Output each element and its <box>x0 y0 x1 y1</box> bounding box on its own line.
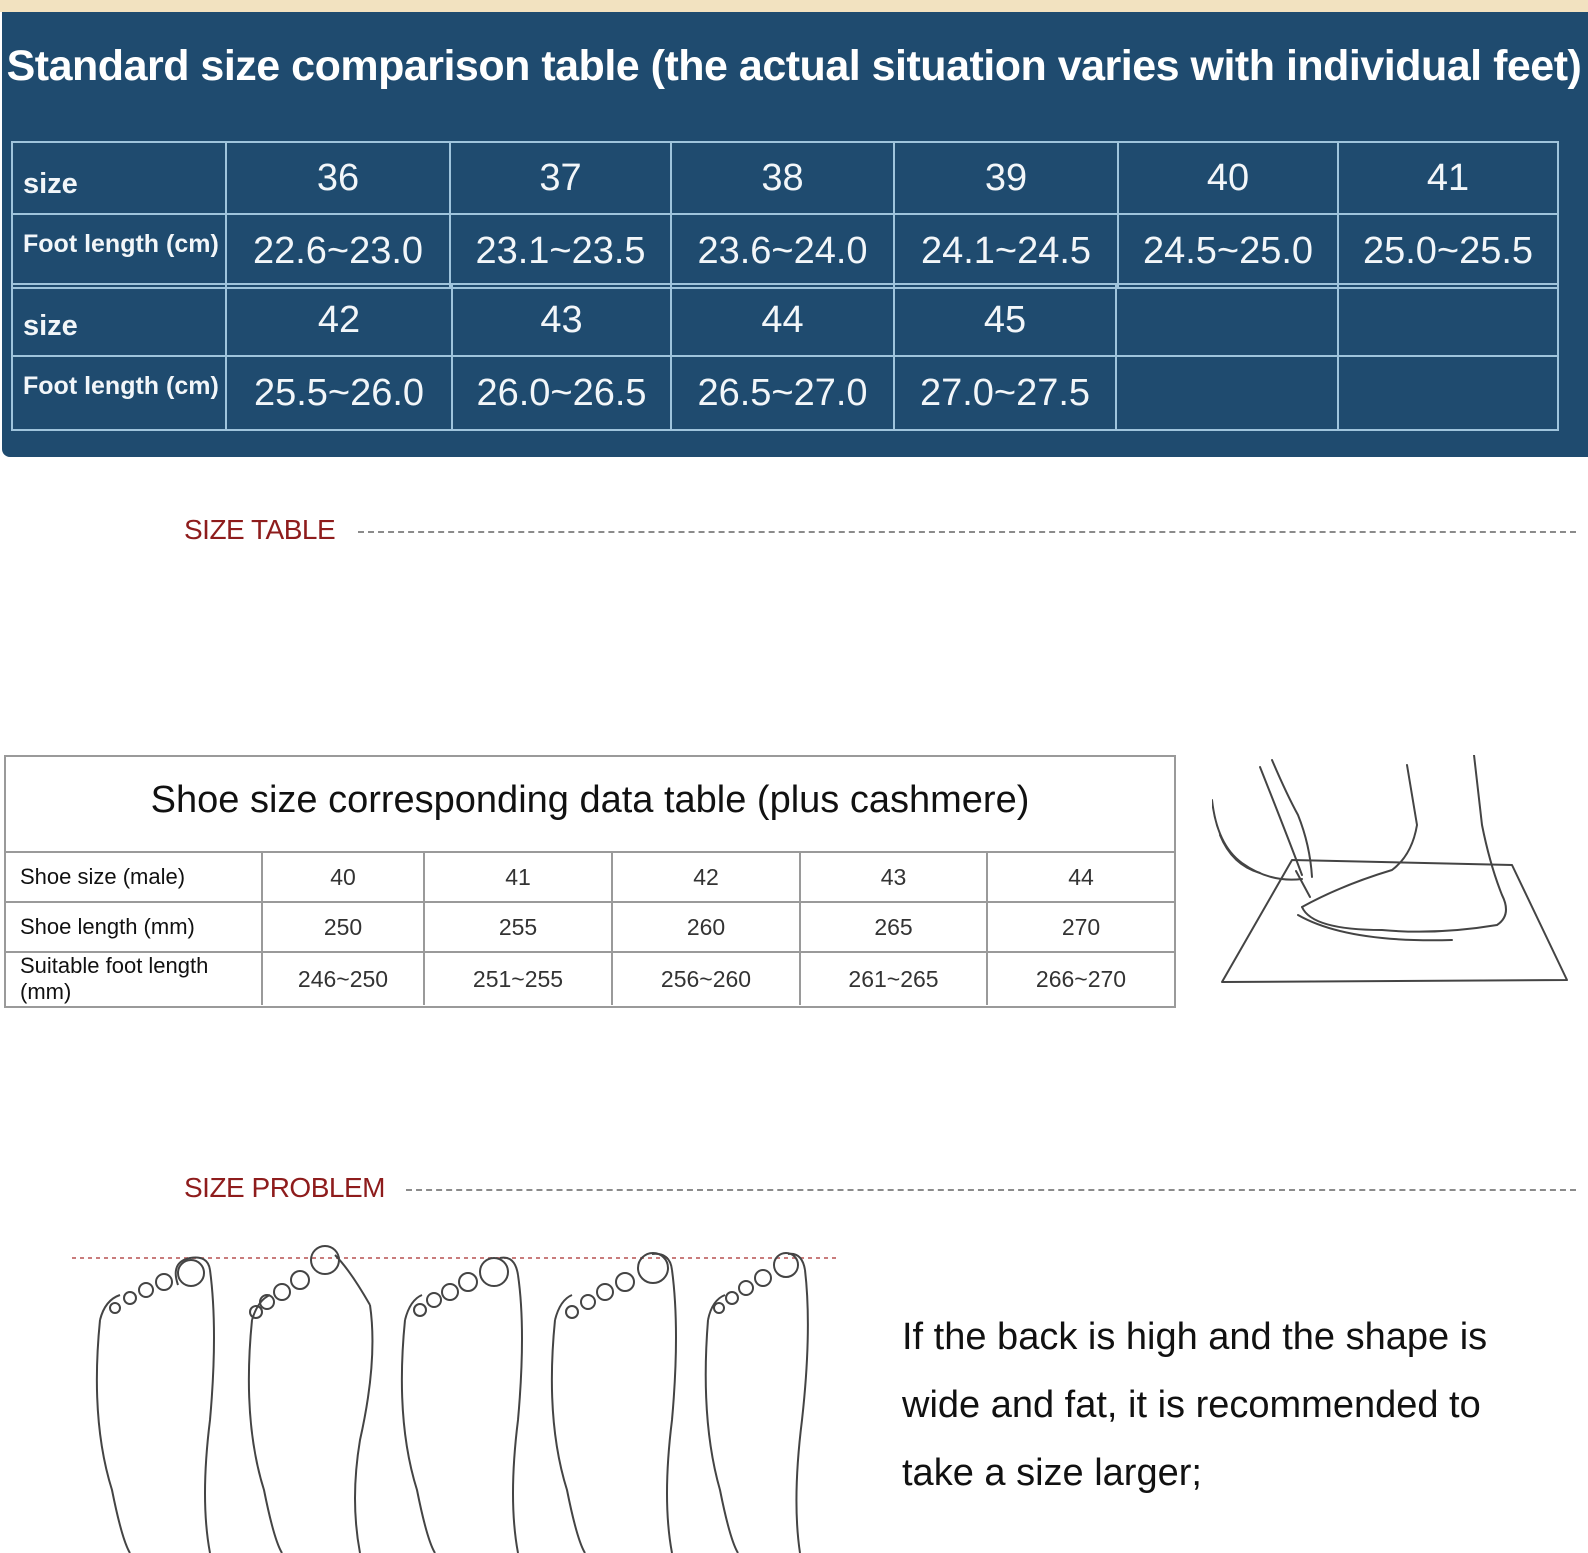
advice-line: If the back is high and the shape is <box>902 1316 1488 1358</box>
foot-length-cell: 24.5~25.0 <box>1118 214 1338 288</box>
size-row-label: size <box>12 142 226 214</box>
foot-length-cell <box>1116 356 1338 430</box>
shoe-data-table <box>4 755 1176 1008</box>
table-cell: 43 <box>800 852 987 902</box>
table-row <box>6 952 1174 1005</box>
section-label-size-problem: SIZE PROBLEM <box>184 1172 385 1203</box>
top-strip <box>0 0 1588 12</box>
foot-shape-icon <box>552 1253 676 1553</box>
size-cell: 37 <box>450 142 671 214</box>
foot-shape-icon <box>402 1258 522 1553</box>
size-comparison-title: Standard size comparison table (the actual situation varies with individual feet) <box>6 42 1582 90</box>
size-cell: 42 <box>226 284 452 356</box>
table-row <box>6 902 1174 952</box>
table-cell: 266~270 <box>987 952 1174 1005</box>
shoe-data-title: Shoe size corresponding data table (plus cashmere) <box>150 779 1030 821</box>
advice-line: wide and fat, it is recommended to <box>902 1384 1481 1426</box>
table-cell: 256~260 <box>612 952 800 1005</box>
table-cell: 246~250 <box>262 952 424 1005</box>
foot-length-cell: 27.0~27.5 <box>894 356 1116 430</box>
size-cell: 38 <box>671 142 894 214</box>
size-cell: 43 <box>452 284 671 356</box>
section-divider <box>406 1189 1576 1191</box>
size-cell <box>1338 284 1558 356</box>
table-cell: 255 <box>424 902 612 952</box>
size-cell: 40 <box>1118 142 1338 214</box>
foot-length-cell <box>1338 356 1558 430</box>
foot-length-cell: 25.5~26.0 <box>226 356 452 430</box>
row-label: Shoe length (mm) <box>6 902 262 952</box>
table-cell: 41 <box>424 852 612 902</box>
size-table-row2 <box>11 283 1559 431</box>
foot-measuring-illustration <box>1212 755 1582 1000</box>
shoe-data-grid <box>6 851 1174 1005</box>
size-row-label: size <box>12 284 226 356</box>
table-cell: 42 <box>612 852 800 902</box>
foot-length-cell: 26.5~27.0 <box>671 356 894 430</box>
size-cell: 45 <box>894 284 1116 356</box>
section-divider <box>358 531 1576 533</box>
table-cell: 261~265 <box>800 952 987 1005</box>
foot-length-cell: 22.6~23.0 <box>226 214 450 288</box>
foot-length-cell: 24.1~24.5 <box>894 214 1118 288</box>
advice-line: take a size larger; <box>902 1452 1202 1494</box>
foot-shape-icon <box>97 1258 214 1553</box>
foot-length-cell: 25.0~25.5 <box>1338 214 1558 288</box>
size-cell <box>1116 284 1338 356</box>
table-cell: 251~255 <box>424 952 612 1005</box>
foot-length-cell: 23.6~24.0 <box>671 214 894 288</box>
table-cell: 250 <box>262 902 424 952</box>
size-table-row1 <box>11 141 1559 289</box>
foot-length-row-label: Foot length (cm) <box>12 356 226 430</box>
foot-length-cell: 23.1~23.5 <box>450 214 671 288</box>
size-cell: 36 <box>226 142 450 214</box>
table-cell: 40 <box>262 852 424 902</box>
row-label: Shoe size (male) <box>6 852 262 902</box>
size-advice <box>902 1303 1552 1507</box>
table-cell: 265 <box>800 902 987 952</box>
size-cell: 39 <box>894 142 1118 214</box>
foot-length-row-label: Foot length (cm) <box>12 214 226 288</box>
table-cell: 44 <box>987 852 1174 902</box>
size-cell: 44 <box>671 284 894 356</box>
table-row <box>6 852 1174 902</box>
foot-shape-icon <box>249 1246 373 1553</box>
foot-shape-icon <box>706 1253 808 1553</box>
foot-length-cell: 26.0~26.5 <box>452 356 671 430</box>
section-label-size-table: SIZE TABLE <box>184 514 336 545</box>
row-label: Suitable foot length (mm) <box>6 952 262 1005</box>
size-cell: 41 <box>1338 142 1558 214</box>
foot-shapes-illustration <box>60 1240 850 1553</box>
table-cell: 260 <box>612 902 800 952</box>
table-cell: 270 <box>987 902 1174 952</box>
